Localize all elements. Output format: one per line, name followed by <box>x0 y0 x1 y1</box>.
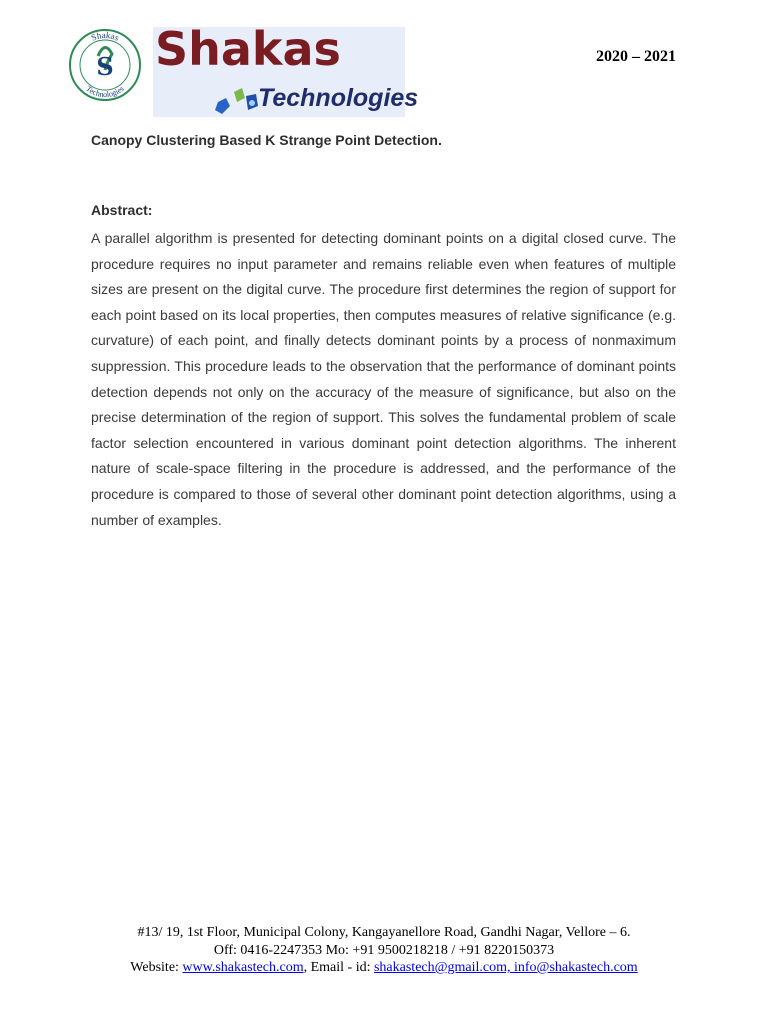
footer <box>80 924 688 977</box>
email-label: , Email - id: <box>303 960 374 975</box>
brand-name: Shakas <box>155 22 341 76</box>
website-label: Website: <box>130 960 183 975</box>
email-link[interactable]: shakastech@gmail.com, info@shakastech.com <box>373 960 638 975</box>
brand-tagline: Technologies <box>258 84 419 112</box>
document-title: Canopy Clustering Based K Strange Point Detection. <box>91 132 442 148</box>
website-link[interactable]: www.shakastech.com <box>182 960 304 975</box>
footer-contact <box>80 959 688 977</box>
footer-address: #13/ 19, 1st Floor, Municipal Colony, Kangayanellore Road, Gandhi Nagar, Vellore – 6. <box>137 925 631 940</box>
academic-year: 2020 – 2021 <box>596 48 676 65</box>
seal-letter: S <box>96 52 114 81</box>
gem-icon <box>212 80 262 118</box>
abstract-text: A parallel algorithm is presented for detecting dominant points on a digital closed curve. The procedure requires no input parameter and remains reliable even when features of multiple sizes are present on the digital curve. The procedure first determines the region of support for each point based on its local properties, then computes measures of relative significance (e.g. curvature) of each point, and finally detects dominant points by a process of nonmaximum suppression. This procedure leads to the observation that the performance of dominant points detection depends not only on the accuracy of the measure of significance, but also on the precise determination of the region of support. This solves the fundamental problem of scale factor selection encountered in various dominant point detection algorithms. The inherent nature of scale-space filtering in the procedure is addressed, and the performance of the procedure is compared to those of several other dominant point detection algorithms, using a number of examples. <box>91 230 676 528</box>
company-seal-logo <box>68 28 142 102</box>
seal-text-bottom: Technologies <box>84 84 126 99</box>
abstract-heading: Abstract: <box>91 202 153 218</box>
footer-phones: Off: 0416-2247353 Mo: +91 9500218218 / +91 8220150373 <box>213 942 555 958</box>
seal-text-top: Shakas <box>89 29 121 43</box>
